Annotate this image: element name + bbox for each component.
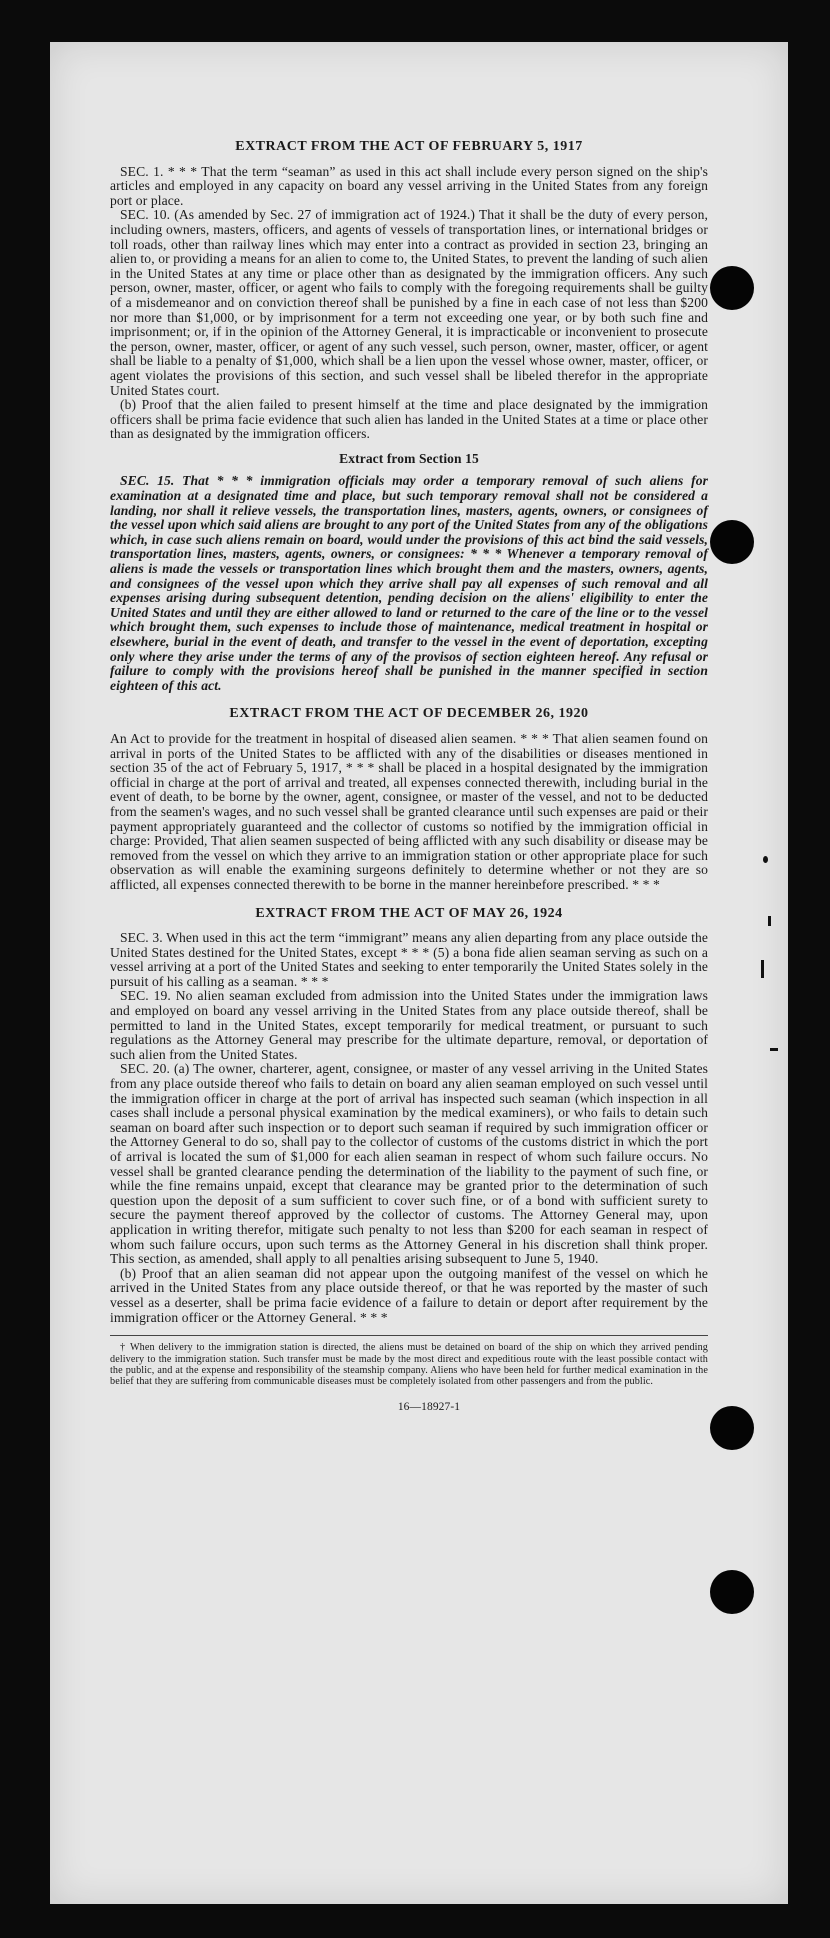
punch-hole-4 [710,1570,754,1614]
punch-hole-2 [710,520,754,564]
paragraph-sec-10-b: (b) Proof that the alien failed to present himself at the time and place designated by the immigration officers shall be prima facie evidence that such alien has landed in the United States at a time or place other than as designated by the immigration officers. [110,397,708,442]
paragraph-sec-19: SEC. 19. No alien seaman excluded from admission into the United States under the immigration laws and employed on board any vessel arriving in the United States from any place outside thereof, shall be permitted to land in the United States, except temporarily for medical treatment, or pursuant to such regulations as the Attorney General may prescribe for the ultimate departure, removal, or deportation of such alien from the United States. [110,988,708,1062]
paragraph-sec-15: SEC. 15. That * * * immigration officials may order a temporary removal of such aliens for examination at a designated time and place, but such temporary removal shall not be considered a landing, nor shall it relieve vessels, the transportation lines, masters, agents, owners, or consignees of the vessel upon which said aliens are brought to any port of the United States from any of the obligations which, in case such aliens remain on board, would under the provisions of this act bind the said vessels, transportation lines, masters, agents, owners, or consignees: * * * Whenever a temporary removal of aliens is made the vessels or transportation lines which brought them and the masters, owners, agents, and consignees of the vessel upon which they arrive shall pay all expenses of such removal and all expenses arising during subsequent detention, pending decision on the aliens' eligibility to enter the United States and until they are either allowed to land or returned to the care of the line or to the vessel which brought them, such expenses to include those of maintenance, medical treatment in hospital or elsewhere, burial in the event of death, and transfer to the vessel in the event of deportation, excepting only where they arise under the terms of any of the provisos of section eighteen hereof. Any refusal or failure to comply with the provisions hereof shall be punished in the manner specified in section eighteen of this act. [110,473,708,693]
document-page [50,42,788,1904]
paragraph-sec-10: SEC. 10. (As amended by Sec. 27 of immigration act of 1924.) That it shall be the duty of every person, including owners, masters, officers, and agents of vessels of transportation lines, or international bridges or toll roads, other than railway lines which may enter into a contract as provided in section 23, bringing an alien to, or providing a means for an alien to come to, the United States, to prevent the landing of such alien in the United States at any time or place other than as designated by the immigration officers. Any such person, owner, master, officer, or agent who fails to comply with the foregoing requirements shall be guilty of a misdemeanor and on conviction thereof shall be punished by a fine in each case of not less than $200 nor more than $1,000, or by imprisonment for a term not exceeding one year, or by both such fine and imprisonment; or, if in the opinion of the Attorney General, it is impracticable or inconvenient to prosecute the person, owner, master, officer, or agent of any such vessel, such person, owner, master, officer, or agent shall be liable to a penalty of $1,000, which shall be a lien upon the vessel whose owner, master, officer, or agent violates the provisions of this section, and such vessel shall be libeled therefor in the appropriate United States court. [110,207,708,398]
heading-act-1920: EXTRACT FROM THE ACT OF DECEMBER 26, 1920 [229,706,589,722]
paragraph-sec-3: SEC. 3. When used in this act the term “immigrant” means any alien departing from any place outside the United States destined for the United States, except * * * (5) a bona fide alien seaman serving as such on a vessel arriving at a port of the United States and seeking to enter temporarily the United States solely in the pursuit of his calling as a seaman. * * * [110,930,708,989]
ink-mark-2 [768,916,771,926]
footnote-divider [110,1335,708,1336]
footnote: † When delivery to the immigration station is directed, the aliens must be detained on board of the ship on which they arrived pending delivery to the immigration station. Such transfer must be made by the most direct and expeditious route with the least possible contact with the public, and at the expense and responsibility of the steamship company. Aliens who have been held for further medical examination in the belief that they are suffering from communicable diseases must be completely isolated from other passengers and from the public. [110,1342,708,1388]
paragraph-sec-20-a: SEC. 20. (a) The owner, charterer, agent, consignee, or master of any vessel arriving in the United States from any place outside thereof who fails to detain on board any alien seaman employed on such vessel until the immigration officer in charge at the port of arrival has inspected such seaman (which inspection in all cases shall include a personal physical examination by the medical examiners), or who fails to detain such seaman on board after such inspection or to deport such seaman if required by such immigration officer or the Attorney General to do so, shall pay to the collector of customs of the customs district in which the port of arrival is located the sum of $1,000 for each alien seaman in respect of whom such failure occurs. No vessel shall be granted clearance pending the determination of the liability to the payment of such fine, or while the fine remains unpaid, except that clearance may be granted prior to the determination of such question upon the deposit of a sum sufficient to cover such fine, or of a bond with sufficient surety to secure the payment thereof approved by the collector of customs. The Attorney General may, upon application in writing therefor, mitigate such penalty to not less than $200 for each seaman in respect of whom such failure occurs, upon such terms as the Attorney General in his discretion shall think proper. This section, as amended, shall apply to all penalties arising subsequent to June 5, 1940. [110,1061,708,1267]
paragraph-act-1920: An Act to provide for the treatment in hospital of diseased alien seamen. * * * That alien seamen found on arrival in ports of the United States to be afflicted with any of the disabilities or diseases mentioned in section 35 of the act of February 5, 1917, * * * shall be placed in a hospital designated by the immigration official in charge at the port of arrival and treated, all expenses connected therewith, including burial in the event of death, to be borne by the owner, agent, consignee, or master of the vessel, and not to be deducted from the seamen's wages, and no such vessel shall be granted clearance until such expenses are paid or their payment appropriately guaranteed and the collector of customs so notified by the immigration official in charge: Provided, That alien seamen suspected of being afflicted with any such disability or disease may be removed from the vessel on which they arrive to an immigration station or other appropriate place for such observation as will enable the examining surgeons definitely to determine whether or not they are so afflicted, all expenses connected therewith to be borne in the manner hereinbefore prescribed. * * * [110,730,708,892]
document-body [110,140,708,1414]
ink-mark-3 [761,960,764,978]
paragraph-sec-20-b: (b) Proof that an alien seaman did not appear upon the outgoing manifest of the vessel on which he arrived in the United States from any place outside thereof, or that he was reported by the master of such vessel as a deserter, shall be prima facie evidence of a failure to detain or deport after requirement by the immigration officer or the Attorney General. * * * [110,1265,708,1325]
ink-mark-4 [770,1048,778,1051]
form-number: 16—18927-1 [397,1400,461,1413]
punch-hole-1 [710,266,754,310]
heading-act-1917: EXTRACT FROM THE ACT OF FEBRUARY 5, 1917 [235,139,583,154]
subheading-section-15: Extract from Section 15 [339,450,479,466]
ink-mark-1 [763,856,768,863]
paragraph-sec-1: SEC. 1. * * * That the term “seaman” as used in this act shall include every person signed on the ship's articles and employed in any capacity on board any vessel arriving in the United States from any foreign port or place. [110,163,708,208]
heading-act-1924: EXTRACT FROM THE ACT OF MAY 26, 1924 [255,905,563,921]
punch-hole-3 [710,1406,754,1450]
